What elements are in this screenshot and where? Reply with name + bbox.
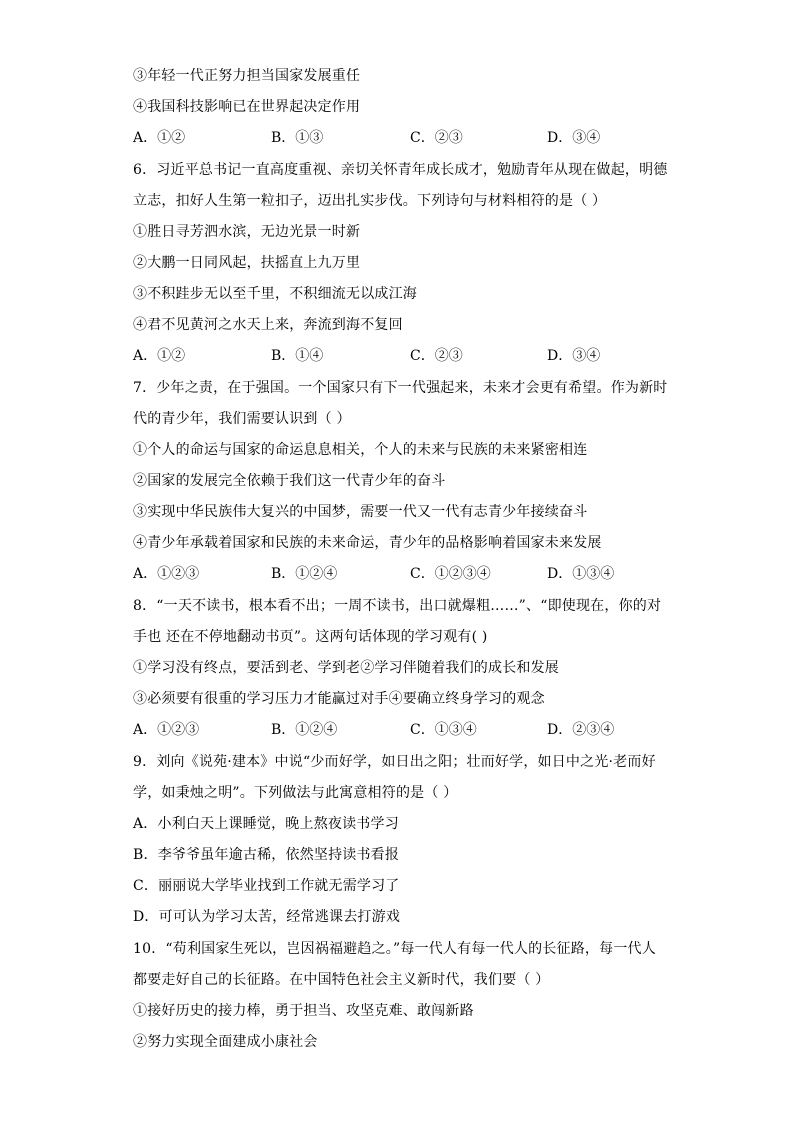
option-d[interactable]: D．①③④	[547, 566, 615, 582]
q6-stem-line2: 立志，扣好人生第一粒扣子，迈出扎实步伐。下列诗句与材料相符的是（ ）	[133, 193, 607, 209]
q8-options	[133, 720, 653, 740]
q8-stem-line1: 8．“一天不读书，根本看不出；一周不读书，出口就爆粗……”、“即使现在，你的对	[133, 598, 662, 614]
q6-choice-3: ③不积跬步无以至千里，不积细流无以成江海	[133, 286, 417, 302]
option-a[interactable]: A．①②	[133, 348, 186, 364]
option-b[interactable]: B．①④	[271, 348, 324, 364]
q6-choice-4: ④君不见黄河之水天上来，奔流到海不复回	[133, 317, 403, 333]
q9-stem-line1: 9．刘向《说苑·建本》中说“少而好学，如日出之阳；壮而好学，如日中之光·老而好	[133, 754, 656, 770]
option-c[interactable]: C．②③	[410, 348, 463, 364]
q9-option-d[interactable]: D．可可认为学习太苦，经常逃课去打游戏	[133, 909, 401, 925]
option-c[interactable]: C．①②③④	[410, 566, 491, 582]
q7-choice-3: ③实现中华民族伟大复兴的中国梦，需要一代又一代有志青少年接续奋斗	[133, 504, 588, 520]
q8-choices-3-4: ③必须要有很重的学习压力才能赢过对手④要确立终身学习的观念	[133, 691, 545, 707]
option-b[interactable]: B．①③	[271, 130, 324, 146]
q5-options	[133, 128, 653, 148]
q7-stem-line2: 代的青少年，我们需要认识到（ ）	[133, 411, 351, 427]
q10-choice-1: ①接好历史的接力棒，勇于担当、攻坚克难、敢闯新路	[133, 1003, 474, 1019]
q5-choice-4: ④我国科技影响已在世界起决定作用	[133, 99, 361, 115]
q6-options	[133, 346, 653, 366]
q7-stem-line1: 7．少年之责，在于强国。一个国家只有下一代强起来，未来才会更有希望。作为新时	[133, 380, 668, 396]
q9-option-c[interactable]: C．丽丽说大学毕业找到工作就无需学习了	[133, 878, 400, 894]
q10-choice-2: ②努力实现全面建成小康社会	[133, 1034, 318, 1050]
q7-options	[133, 564, 653, 584]
option-c[interactable]: C．②③	[410, 130, 463, 146]
q7-choice-4: ④青少年承载着国家和民族的未来命运，青少年的品格影响着国家未来发展	[133, 535, 602, 551]
q7-choice-2: ②国家的发展完全依赖于我们这一代青少年的奋斗	[133, 473, 446, 489]
option-a[interactable]: A．①②③	[133, 722, 200, 738]
q8-stem-line2: 手也 还在不停地翻动书页”。这两句话体现的学习观有( )	[133, 629, 488, 645]
q6-choice-2: ②大鹏一日同风起，扶摇直上九万里	[133, 255, 361, 271]
q7-choice-1: ①个人的命运与国家的命运息息相关，个人的未来与民族的未来紧密相连	[133, 442, 588, 458]
q9-option-a[interactable]: A．小利白天上课睡觉，晚上熬夜读书学习	[133, 816, 399, 832]
q9-stem-line2: 学，如秉烛之明”。下列做法与此寓意相符的是（ ）	[133, 785, 458, 801]
q6-stem-line1: 6．习近平总书记一直高度重视、亲切关怀青年成长成才，勉励青年从现在做起，明德	[133, 162, 668, 178]
q10-stem-line1: 10．“苟利国家生死以，岂因祸福避趋之。”每一代人有每一代人的长征路，每一代人	[133, 941, 656, 957]
option-b[interactable]: B．①②④	[271, 566, 338, 582]
option-b[interactable]: B．①②④	[271, 722, 338, 738]
q6-choice-1: ①胜日寻芳泗水滨，无边光景一时新	[133, 224, 361, 240]
option-d[interactable]: D．②③④	[547, 722, 615, 738]
option-c[interactable]: C．①③④	[410, 722, 477, 738]
option-a[interactable]: A．①②③	[133, 566, 200, 582]
option-d[interactable]: D．③④	[547, 130, 601, 146]
option-d[interactable]: D．③④	[547, 348, 601, 364]
q9-option-b[interactable]: B．李爷爷虽年逾古稀，依然坚持读书看报	[133, 847, 400, 863]
q5-choice-3: ③年轻一代正努力担当国家发展重任	[133, 68, 361, 84]
q8-choices-1-2: ①学习没有终点，要活到老、学到老②学习伴随着我们的成长和发展	[133, 660, 559, 676]
q10-stem-line2: 都要走好自己的长征路。在中国特色社会主义新时代，我们要（ ）	[133, 972, 550, 988]
option-a[interactable]: A．①②	[133, 130, 186, 146]
